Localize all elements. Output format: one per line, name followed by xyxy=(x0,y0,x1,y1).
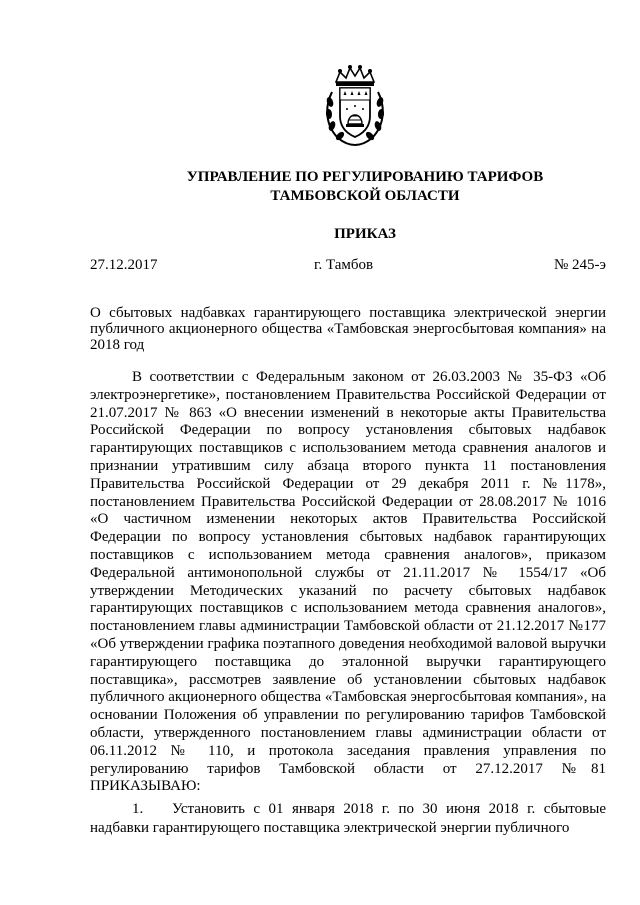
order-item xyxy=(90,800,606,838)
document-type-title: ПРИКАЗ xyxy=(334,226,396,242)
document-city: г. Тамбов xyxy=(314,257,374,273)
authority-name-line1: УПРАВЛЕНИЕ ПО РЕГУЛИРОВАНИЮ ТАРИФОВ xyxy=(186,169,544,185)
document-number: № 245-э xyxy=(554,257,606,273)
preamble-paragraph: В соответствии с Федеральным законом от 26.03.2003 № 35-ФЗ «Об электроэнергетике», постановлением Правительства Российской Федерации от 21.07.2017 № 863 «О внесении изменений в некоторые акты Правительства Российской Федерации по вопросу установления сбытовых надбавок гарантирующих поставщиков с использованием метода сравнения аналогов и признании утратившим силу абзаца второго пункта 11 постановления Правительства Российской Федерации от 29 декабря 2011 г. №1178», постановлением Правительства Российской Федерации от 28.08.2017 № 1016 «О частичном изменении некоторых актов Правительства Российской Федерации по вопросу установления сбытовых надбавок гарантирующих поставщиков с использованием метода сравнения аналогов», приказом Федеральной антимонопольной службы от 21.11.2017 № 1554/17 «Об утверждении Методических указаний по расчету сбытовых надбавок гарантирующих поставщиков с использованием метода сравнения аналогов», постановлением главы администрации Тамбовской области от 21.12.2017 №177 «Об утверждении графика поэтапного доведения необходимой валовой выручки гарантирующего поставщика до эталонной выручки гарантирующего поставщика», рассмотрев заявление об установлении сбытовых надбавок публичного акционерного общества «Тамбовская энергосбытовая компания», на основании Положения об управлении по регулированию тарифов Тамбовской области, утвержденного постановлением главы администрации области от 06.11.2012 № 110, и протокола заседания правления управления по регулированию тарифов Тамбовской области от 27.12.2017 №81 ПРИКАЗЫВАЮ: xyxy=(90,369,606,795)
coat-of-arms-emblem xyxy=(322,64,388,146)
order-item-number: 1. xyxy=(132,801,144,817)
document-date: 27.12.2017 xyxy=(90,257,158,273)
order-item-text: Установить с 01 января 2018 г. по 30 июня 2018 г. сбытовые надбавки гарантирующего поставщика электрической энергии публичного xyxy=(90,801,606,836)
document-subject: О сбытовых надбавках гарантирующего поставщика электрической энергии публичного акционерного общества «Тамбовская энергосбытовая компания» на 2018 год xyxy=(90,305,606,353)
authority-name-line2: ТАМБОВСКОЙ ОБЛАСТИ xyxy=(270,188,460,204)
document-meta-row xyxy=(90,257,606,277)
